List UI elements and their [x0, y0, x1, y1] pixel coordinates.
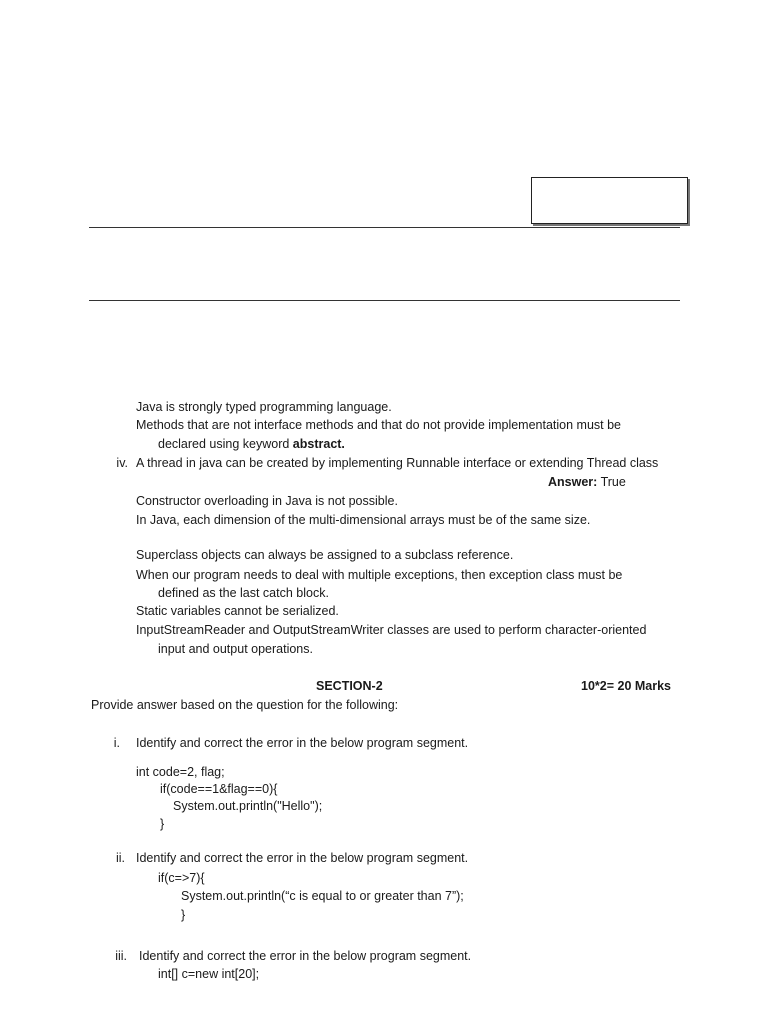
question-3-text: Identify and correct the error in the below program segment.: [139, 949, 472, 963]
section-2-instruction: Provide answer based on the question for the following:: [91, 698, 399, 712]
marks-box: [531, 177, 688, 224]
question-2-code-line-1: if(c=>7){: [158, 871, 205, 885]
answer-line: [548, 474, 626, 490]
statement-2-line-2: [158, 436, 345, 452]
section-2-title: SECTION-2: [316, 679, 383, 693]
question-1-code-line-4: }: [160, 817, 165, 831]
statement-2-text: declared using keyword: [158, 437, 293, 451]
question-1-text: Identify and correct the error in the below program segment.: [136, 736, 469, 750]
header-rule-bottom: [89, 300, 680, 301]
answer-value: True: [597, 475, 626, 489]
question-1-code-line-3: System.out.println("Hello");: [173, 799, 323, 813]
keyword-abstract: abstract.: [292, 437, 345, 451]
question-2-code-line-2: System.out.println(“c is equal to or greater than 7”);: [181, 889, 464, 903]
statement-8-line-2: defined as the last catch block.: [158, 586, 329, 600]
question-1-number: i.: [113, 736, 120, 750]
question-2-code-line-3: }: [181, 908, 186, 922]
statement-2-line-1: Methods that are not interface methods and that do not provide implementation must be: [136, 418, 622, 432]
question-3-code-line-1: int[] c=new int[20];: [158, 967, 260, 981]
question-2-text: Identify and correct the error in the below program segment.: [136, 851, 469, 865]
header-rule-top: [89, 227, 680, 228]
statement-4: A thread in java can be created by implementing Runnable interface or extending Thread class: [136, 456, 659, 470]
question-3-number: iii.: [115, 949, 127, 963]
statement-1: Java is strongly typed programming language.: [136, 400, 392, 414]
statement-10-line-1: InputStreamReader and OutputStreamWriter classes are used to perform character-oriented: [136, 623, 647, 637]
answer-label: Answer:: [548, 475, 598, 489]
statement-4-number: iv.: [116, 456, 128, 470]
statement-9: Static variables cannot be serialized.: [136, 604, 339, 618]
question-1-code-line-2: if(code==1&flag==0){: [160, 782, 278, 796]
statement-5: Constructor overloading in Java is not possible.: [136, 494, 398, 508]
question-1-code-line-1: int code=2, flag;: [136, 765, 225, 779]
section-2-marks: 10*2= 20 Marks: [581, 679, 672, 693]
statement-8-line-1: When our program needs to deal with multiple exceptions, then exception class must be: [136, 568, 623, 582]
statement-6: In Java, each dimension of the multi-dimensional arrays must be of the same size.: [136, 513, 591, 527]
statement-7: Superclass objects can always be assigned to a subclass reference.: [136, 548, 514, 562]
statement-10-line-2: input and output operations.: [158, 642, 313, 656]
question-2-number: ii.: [115, 851, 125, 865]
